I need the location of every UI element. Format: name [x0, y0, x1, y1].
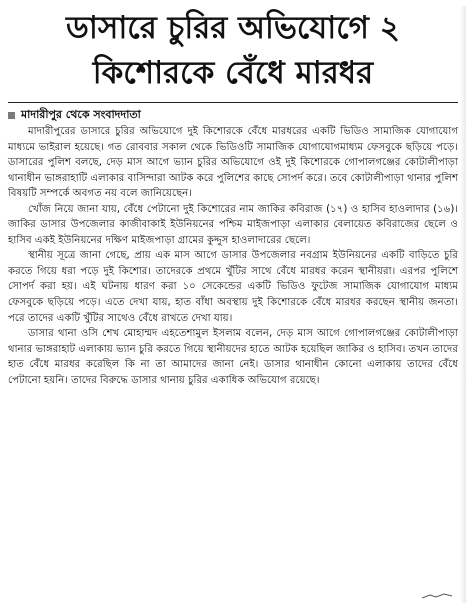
headline-line-1: ডাসারে চুরির অভিযোগে ২	[66, 10, 400, 46]
page-edge-shadow	[460, 6, 466, 603]
headline-divider	[8, 102, 458, 103]
article-body	[8, 124, 458, 388]
paragraph-1: মাদারীপুরের ডাসারে চুরির অভিযোগে দুই কিশোরকে বেঁধে মারধরের একটি ভিডিও সামাজিক যোগাযোগ মাধ্যমে ভাইরাল হয়েছে। গত রোববার সকাল থেকে ভিডিওটি সামাজিক যোগাযোগমাধ্যম ফেসবুকে ছড়িয়ে পড়ে। ডাসারের পুলিশ বলছে, দেড় মাস আগে ভ্যান চুরির অভিযোগে ওই দুই কিশোরকে গোপালগঞ্জের কোটালীপাড়া থানাধীন ভাঙ্গরাহাটি এলাকার বাসিন্দারা আটক করে পুলিশের কাছে সোপর্দ করে। তবে কোটালীপাড়া থানার পুলিশ বিষয়টি সম্পর্কে অবগত নয় বলে জানিয়েছেন।	[8, 126, 458, 200]
paragraph-4: ডাসার থানা ওসি শেখ মোহাম্মদ এহতেশামুল ইসলাম বলেন, দেড় মাস আগে গোপালগঞ্জের কোটালীপাড়া থানার ভাঙ্গরাহাট এলাকায় ভ্যান চুরি করতে গিয়ে স্থানীয়দের হাতে আটক হয়েছিল জাকির ও হাসিব। তখন তাদের হাত বেঁধে মারধর করেছিল কি না তা আমাদের জানা নেই। ডাসার থানাধীন কোনো এলাকায় তাদের বেঁধে পেটানো হয়নি। তাদের বিরুদ্ধে ডাসার থানায় চুরির একাধিক অভিযোগ রয়েছে।	[8, 328, 458, 386]
bullet-square-icon	[8, 112, 15, 119]
byline	[8, 108, 458, 122]
headline	[8, 6, 458, 96]
paragraph-2: খোঁজ নিয়ে জানা যায়, বেঁধে পেটানো দুই কিশোরের নাম জাকির কবিরাজ (১৭) ও হাসিব হাওলাদার (১৬)। জাকির ডাসার উপজেলার কাজীবাকাই ইউনিয়নের পশ্চিম মাইজপাড়া এলাকার বেলায়েত কবিরাজের ছেলে ও হাসিব একই ইউনিয়নের দক্ষিণ মাইজপাড়া গ্রামের কুদ্দুস হাওলাদারের ছেলে।	[8, 203, 458, 246]
headline-line-2: কিশোরকে বেঁধে মারধর	[92, 55, 374, 91]
paragraph-3: স্থানীয় সূত্রে জানা গেছে, প্রায় এক মাস আগে ডাসার উপজেলার নবগ্রাম ইউনিয়নের একটি বাড়িতে চুরি করতে গিয়ে ধরা পড়ে দুই কিশোর। তাদেরকে প্রথমে খুঁটির সাথে বেঁধে মারধর করেন স্থানীয়রা। এরপর পুলিশে সোপর্দ করা হয়। এই ঘটনায় ধারণ করা ১০ সেকেন্ডের একটি ভিডিও ফুটেজ সামাজিক যোগাযোগ মাধ্যম ফেসবুকে ছড়িয়ে পড়ে। এতে দেখা যায়, হাত বাঁধা অবস্থায় দুই কিশোরকে বেঁধে মারধর করছেন স্থানীয় জনতা। পরে তাদের একটি খুঁটির সাথেও বেঁধে রাখতে দেখা যায়।	[8, 250, 458, 324]
corner-scan-mark	[422, 593, 452, 599]
newspaper-clipping	[0, 6, 466, 603]
byline-text: মাদারীপুর থেকে সংবাদদাতা	[21, 108, 141, 121]
